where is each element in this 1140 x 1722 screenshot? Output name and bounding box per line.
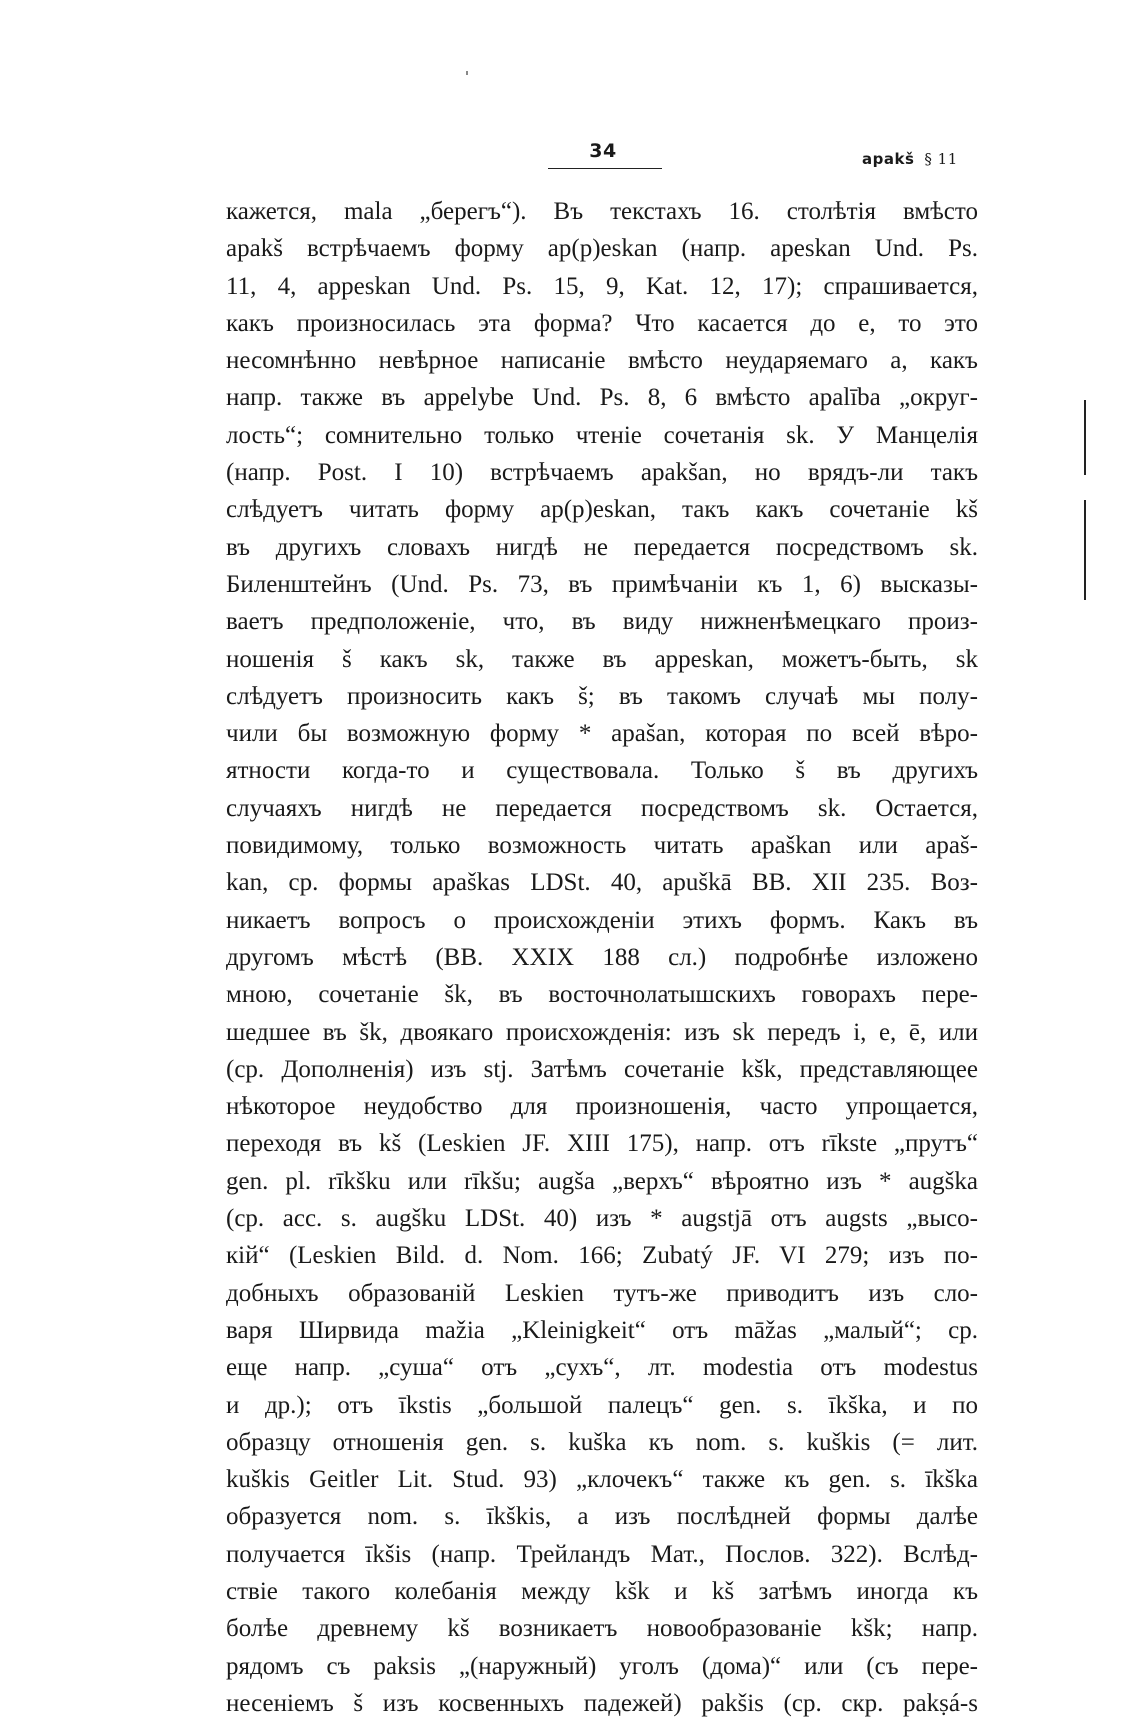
text-line: apakš встрѣчаемъ форму ap(p)eskan (напр. apeskan Und. Ps. xyxy=(226,235,978,263)
text-line: kan, ср. формы apaškas LDSt. 40, apuškā BB. XII 235. Воз- xyxy=(226,869,978,897)
paper-speck xyxy=(466,71,468,75)
text-line: ствіе такого колебанія между kšk и kš затѣмъ иногда къ xyxy=(226,1577,978,1605)
text-line: gen. pl. rīkšku или rīkšu; augša „верхъ“ вѣроятно изъ * augška xyxy=(226,1167,978,1195)
text-line: ятности когда-то и существовала. Только š въ другихъ xyxy=(226,757,978,785)
running-head xyxy=(862,150,958,168)
text-line: болѣе древнему kš возникаетъ новообразованіе kšk; напр. xyxy=(226,1615,978,1643)
text-line: напр. также въ appelybe Und. Ps. 8, 6 вмѣсто apalība „округ- xyxy=(226,384,978,412)
text-line: какъ произносилась эта форма? Что касается до е, то это xyxy=(226,309,978,337)
text-line: (ср. acc. s. augšku LDSt. 40) изъ * augstjā отъ augsts „высо- xyxy=(226,1205,978,1233)
text-line: и др.); отъ īkstis „большой палецъ“ gen. s. īkška, и по xyxy=(226,1391,978,1419)
header-rule xyxy=(548,168,662,169)
text-line: случаяхъ нигдѣ не передается посредствомъ sk. Остается, xyxy=(226,794,978,822)
page-header xyxy=(0,136,1140,176)
text-line: несеніемъ š изъ косвенныхъ падежей) pakšis (ср. скр. pakṣá-s xyxy=(226,1689,978,1717)
text-line: ношенія š какъ sk, также въ appeskan, можетъ-быть, sk xyxy=(226,645,978,673)
text-line: другомъ мѣстѣ (BB. XXIX 188 сл.) подробнѣе изложено xyxy=(226,943,978,971)
running-head-word: apakš xyxy=(862,150,915,168)
text-line: слѣдуетъ произносить какъ š; въ такомъ случаѣ мы полу- xyxy=(226,682,978,710)
text-line: Биленштейнъ (Und. Ps. 73, въ примѣчаніи къ 1, 6) высказы- xyxy=(226,570,978,598)
text-line: лость“; сомнительно только чтеніе сочетанія sk. У Манцелія xyxy=(226,421,978,449)
text-line: образуется nom. s. īkškis, а изъ послѣдней формы далѣе xyxy=(226,1503,978,1531)
text-line: кажется, mala „берегъ“). Въ текстахъ 16. столѣтія вмѣсто xyxy=(226,198,978,225)
margin-mark xyxy=(1084,500,1086,600)
text-line: еще напр. „суша“ отъ „сухъ“, лт. modestia отъ modestus xyxy=(226,1354,978,1382)
text-line: повидимому, только возможность читать apaškan или apaš- xyxy=(226,832,978,860)
text-line: переходя въ kš (Leskien JF. XIII 175), напр. отъ rīkste „прутъ“ xyxy=(226,1130,978,1158)
text-line: рядомъ съ paksis „(наружный) уголъ (дома)“ или (съ пере- xyxy=(226,1652,978,1680)
text-line: нѣкоторое неудобство для произношенія, часто упрощается, xyxy=(226,1093,978,1121)
text-line: (ср. Дополненія) изъ stj. Затѣмъ сочетаніе kšk, представляющее xyxy=(226,1055,978,1083)
text-line: варя Ширвида mažia „Kleinigkeit“ отъ māžas „малый“; ср. xyxy=(226,1316,978,1344)
running-head-section: § 11 xyxy=(924,150,958,168)
text-line: добныхъ образованій Leskien тутъ-же приводитъ изъ сло- xyxy=(226,1279,978,1307)
text-line: мною, сочетаніе šk, въ восточнолатышскихъ говорахъ пере- xyxy=(226,981,978,1009)
body-text xyxy=(226,193,978,1722)
text-line: несомнѣнно невѣрное написаніе вмѣсто неударяемаго а, какъ xyxy=(226,347,978,375)
text-line: kuškis Geitler Lit. Stud. 93) „клочекъ“ также къ gen. s. īkška xyxy=(226,1466,978,1494)
page-number: 34 xyxy=(589,140,617,162)
margin-mark xyxy=(1084,400,1086,475)
text-line: получается īkšis (напр. Трейландъ Мат., Послов. 322). Вслѣд- xyxy=(226,1540,978,1568)
text-line: образцу отношенія gen. s. kuška къ nom. s. kuškis (= лит. xyxy=(226,1428,978,1456)
text-line: 11, 4, appeskan Und. Ps. 15, 9, Kat. 12, 17); спрашивается, xyxy=(226,272,978,300)
text-line: въ другихъ словахъ нигдѣ не передается посредствомъ sk. xyxy=(226,533,978,561)
text-line: слѣдуетъ читать форму ap(p)eskan, такъ какъ сочетаніе kš xyxy=(226,496,978,524)
text-line: чили бы возможную форму * apašan, которая по всей вѣро- xyxy=(226,720,978,748)
text-line: никаетъ вопросъ о происхожденіи этихъ формъ. Какъ въ xyxy=(226,906,978,934)
text-line: ваетъ предположеніе, что, въ виду нижненѣмецкаго произ- xyxy=(226,608,978,636)
text-line: шедшее въ šk, двоякаго происхожденія: изъ sk передъ i, e, ē, или xyxy=(226,1018,978,1046)
text-line: (напр. Post. I 10) встрѣчаемъ apakšan, но врядъ-ли такъ xyxy=(226,459,978,487)
text-line: кій“ (Leskien Bild. d. Nom. 166; Zubatý JF. VI 279; изъ по- xyxy=(226,1242,978,1270)
